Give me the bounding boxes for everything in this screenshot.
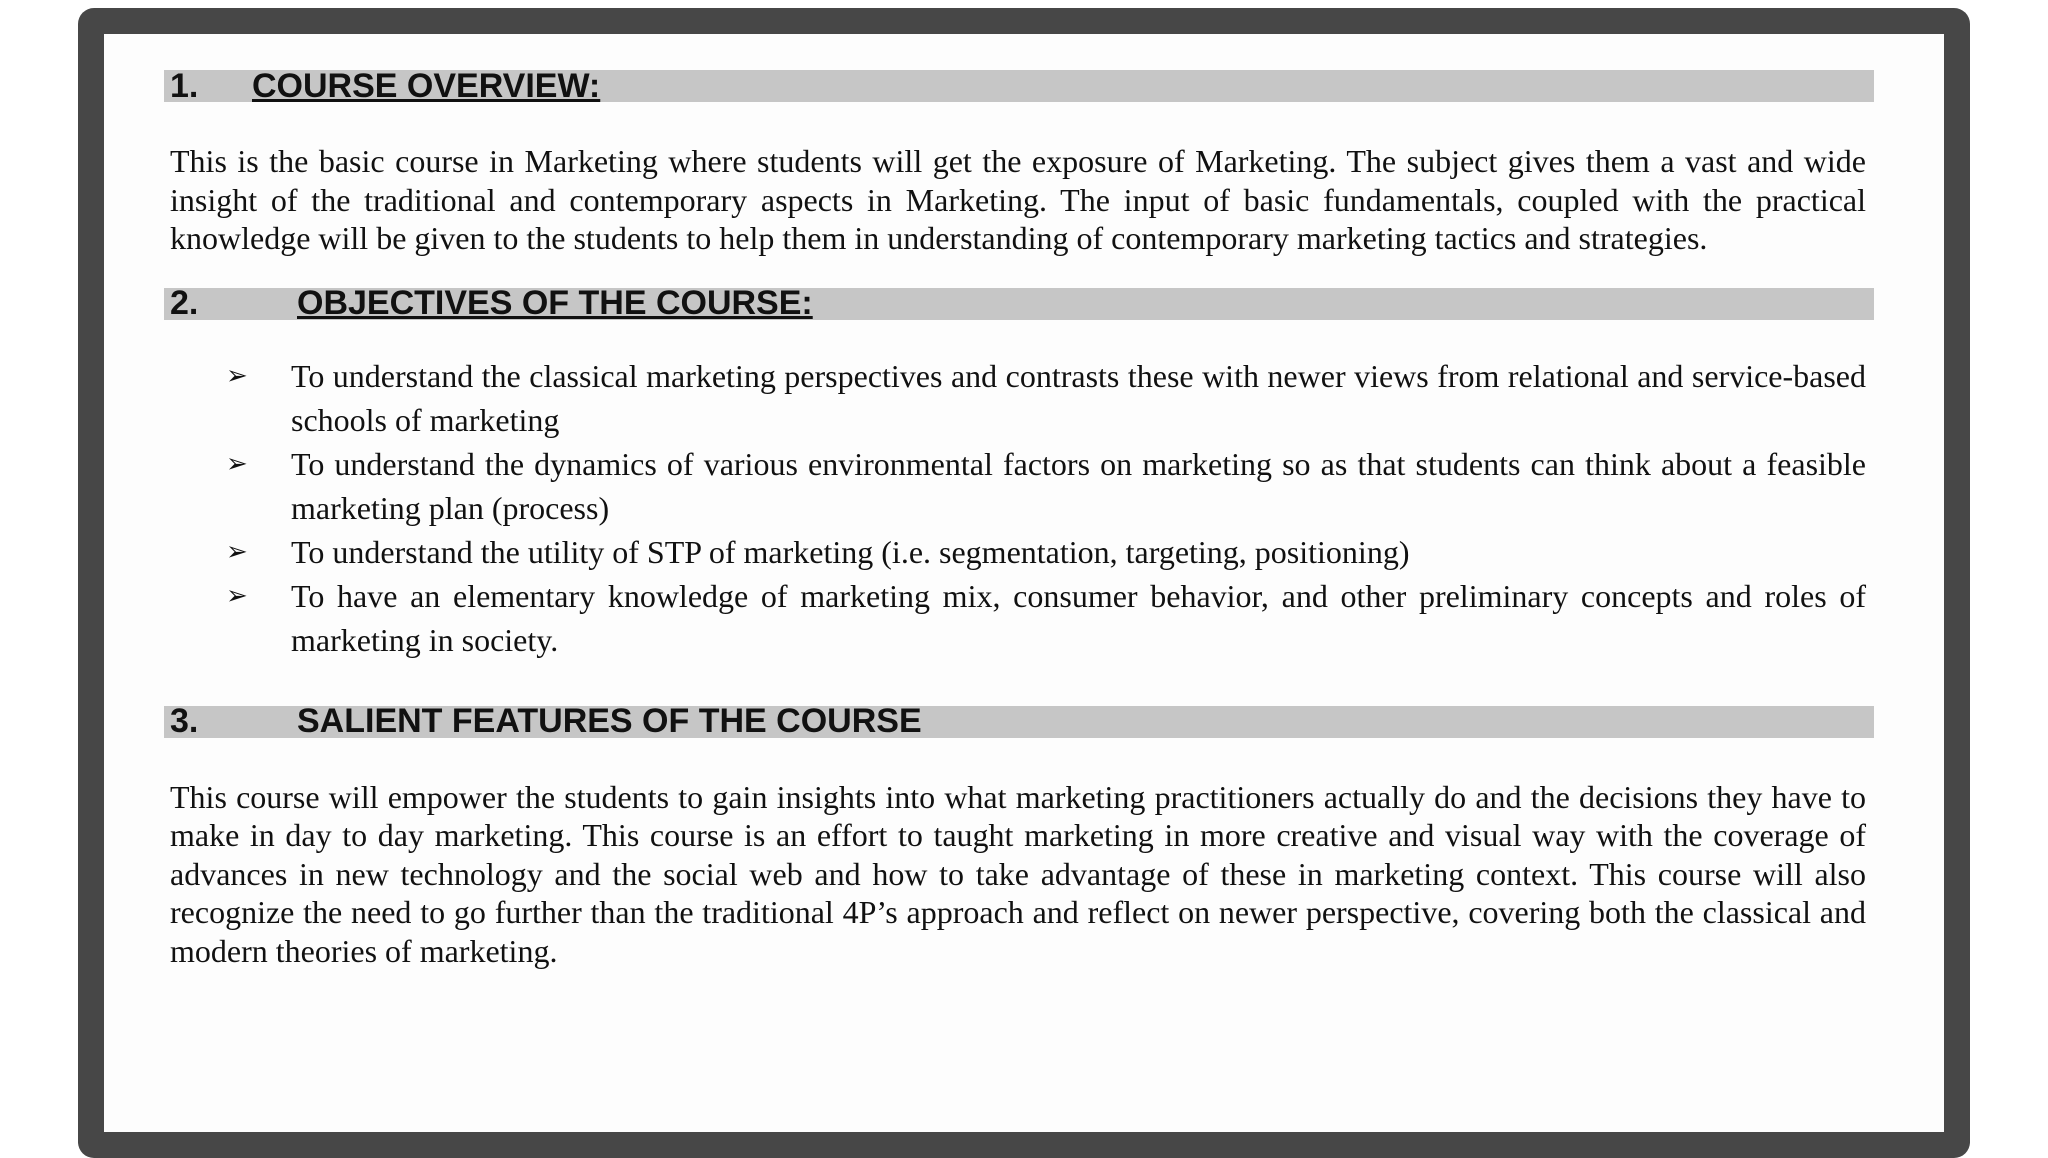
- document-frame: [78, 8, 1970, 1158]
- arrowhead-bullet-icon: ➢: [226, 448, 248, 479]
- list-item: [164, 574, 1866, 662]
- objective-text: To understand the dynamics of various environmental factors on marketing so as that students can think about a feasible marketing plan (process): [291, 445, 1866, 526]
- objective-text: To understand the utility of STP of marketing (i.e. segmentation, targeting, positioning): [291, 533, 1410, 570]
- list-item: [164, 354, 1866, 442]
- section-number: 1.: [170, 66, 199, 105]
- objectives-list: [164, 354, 1874, 662]
- section-title: COURSE OVERVIEW:: [252, 66, 601, 105]
- section-3-heading: [164, 702, 1874, 740]
- section-1-heading: [164, 66, 1874, 105]
- section-title: OBJECTIVES OF THE COURSE:: [297, 284, 813, 322]
- salient-features-text: This course will empower the students to gain insights into what marketing practitioners actually do and the decisions they have to make in day to day marketing. This course is an effort to taught marketing in more creative and visual way with the coverage of advances in new technology and the social web and how to take advantage of these in marketing context. This course will also recognize the need to go further than the traditional 4P’s approach and reflect on newer perspective, covering both the classical and modern theories of marketing.: [170, 778, 1866, 969]
- list-item: [164, 530, 1866, 574]
- section-number: 2.: [170, 284, 199, 322]
- document-page: [104, 34, 1944, 1132]
- course-overview-text: This is the basic course in Marketing where students will get the exposure of Marketing. The subject gives them a vast and wide insight of the traditional and contemporary aspects in Marketing. The input of basic fundamentals, coupled with the practical knowledge will be given to the students to help them in understanding of contemporary marketing tactics and strategies.: [170, 143, 1866, 256]
- list-item: [164, 442, 1866, 530]
- section-number: 3.: [170, 702, 199, 740]
- section-2-heading: [164, 284, 1874, 322]
- document-content: [164, 66, 1874, 970]
- objective-text: To have an elementary knowledge of marketing mix, consumer behavior, and other preliminary concepts and roles of marketing in society.: [291, 577, 1866, 658]
- objective-text: To understand the classical marketing perspectives and contrasts these with newer views from relational and service-based schools of marketing: [291, 357, 1866, 438]
- arrowhead-bullet-icon: ➢: [226, 536, 248, 567]
- arrowhead-bullet-icon: ➢: [226, 580, 248, 611]
- arrowhead-bullet-icon: ➢: [226, 360, 248, 391]
- section-title: SALIENT FEATURES OF THE COURSE: [297, 702, 922, 740]
